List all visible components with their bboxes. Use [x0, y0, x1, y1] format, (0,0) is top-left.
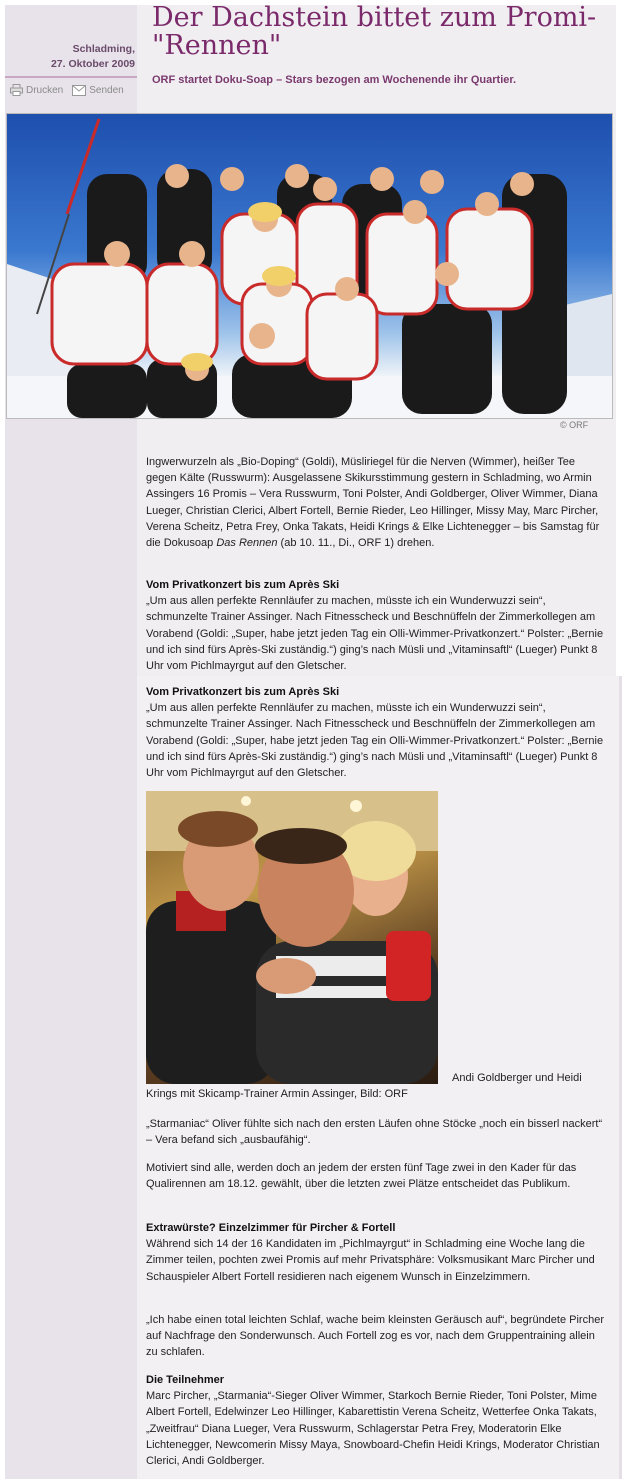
intro-text-after: (ab 10. 11., Di., ORF 1) drehen. — [277, 537, 435, 550]
send-label: Senden — [89, 84, 124, 96]
dateline-date: 27. Oktober 2009 — [50, 58, 135, 70]
article-subtitle: ORF startet Doku-Soap – Stars bezogen am Wochenende ihr Quartier. — [152, 74, 517, 86]
assinger-photo — [146, 791, 438, 1084]
dateline — [5, 42, 135, 72]
section-privatkonzert-1 — [146, 577, 608, 674]
section-text: „Um aus allen perfekte Rennläufer zu machen, müsste ich ein Wunderwuzzi sein“, schmunzelte Trainer Assinger. Nach Fitnesscheck und Beschnüffeln der Zimmerkollegen am Vorabend (Goldi: „Super, habe jetzt jeden Tag ein Olli-Wimmer-Privatkonzert.“ Polster: „Bernie und ich sind fürs Après-Ski zuständig.“) ging’s nach Müsli und „Vitaminsaftl“ (Lueger) Punkt 8 Uhr vom Pichlmayrgut auf den Gletscher. — [146, 702, 604, 780]
article-headline: Der Dachstein bittet zum Promi-"Rennen" — [152, 2, 597, 61]
dateline-place: Schladming, — [72, 43, 135, 55]
section-heading: Die Teilnehmer — [146, 1374, 225, 1386]
section-text: Während sich 14 der 16 Kandidaten im „Pichlmayrgut“ in Schladming eine Woche lang die Zimmer teilen, pochten zwei Promis auf mehr Privatsphäre: Volksmusikant Marc Pircher und Schauspieler Albert Fortell residieren nach eigenem Wunsch in Einzelzimmern. — [146, 1238, 595, 1283]
photo-caption-part2: Krings mit Skicamp-Trainer Armin Assinger, Bild: ORF — [146, 1088, 408, 1100]
intro-paragraph — [146, 454, 608, 551]
show-title: Das Rennen — [216, 537, 278, 550]
dateline-divider — [5, 76, 137, 78]
print-button[interactable] — [10, 84, 63, 96]
section-heading: Vom Privatkonzert bis zum Après Ski — [146, 579, 340, 591]
assinger-photo-illustration — [146, 791, 438, 1084]
section-heading: Vom Privatkonzert bis zum Après Ski — [146, 686, 340, 698]
envelope-icon — [72, 85, 86, 96]
paragraph-starmaniac: „Starmaniac“ Oliver fühlte sich nach den ersten Läufen ohne Stöcke „noch ein bisserl nackert“ – Vera befand sich „ausbaufähig“. — [146, 1118, 603, 1147]
paragraph-schlaf: „Ich habe einen total leichten Schlaf, wache beim kleinsten Geräusch auf“, begründete Pircher auf Nachfrage den Sonderwunsch. Auch Fortell zog es vor, nach dem Gruppentraining allein zu schlafen. — [146, 1314, 604, 1359]
photo-caption-part1: Andi Goldberger und Heidi — [452, 1072, 582, 1084]
group-photo — [6, 113, 613, 419]
section-heading: Extrawürste? Einzelzimmer für Pircher & Fortell — [146, 1222, 396, 1234]
section-text: „Um aus allen perfekte Rennläufer zu machen, müsste ich ein Wunderwuzzi sein“, schmunzelte Trainer Assinger. Nach Fitnesscheck und Beschnüffeln der Zimmerkollegen am Vorabend (Goldi: „Super, habe jetzt jeden Tag ein Olli-Wimmer-Privatkonzert.“ Polster: „Bernie und ich sind fürs Après-Ski zuständig.“) ging’s nach Müsli und „Vitaminsaftl“ (Lueger) Punkt 8 Uhr vom Pichlmayrgut auf den Gletscher. — [146, 595, 604, 673]
group-photo-illustration — [7, 114, 612, 418]
send-button[interactable] — [72, 84, 123, 96]
section-extrawuerste — [146, 1220, 608, 1285]
paragraph-motiviert: Motiviert sind alle, werden doch an jedem der ersten fünf Tage zwei in den Kader für das Qualirennen am 18.12. gewählt, über die letzten zwei Plätze entscheidet das Publikum. — [146, 1162, 577, 1191]
section-teilnehmer — [146, 1372, 608, 1469]
photo-credit: © ORF — [560, 420, 589, 430]
intro-text-before: Ingwerwurzeln als „Bio-Doping“ (Goldi), Müsliriegel für die Nerven (Wimmer), heißer Tee gegen Kälte (Russwurm): Ausgelassene Skikursstimmung gestern in Schladming, wo Armin Assingers 16 Promis – Vera Russwurm, Toni Polster, Andi Goldberger, Oliver Wimmer, Diana Lueger, Christian Clerici, Albert Fortell, Bernie Rieder, Leo Hillinger, Missy May, Marc Pircher, Verena Scheitz, Petra Frey, Onka Takats, Heidi Krings & Elke Lichtenegger – bis Samstag für die Dokusoap — [146, 456, 600, 550]
article-tools — [10, 84, 124, 96]
print-label: Drucken — [26, 84, 64, 96]
section-privatkonzert-2 — [146, 684, 608, 781]
printer-icon — [10, 84, 23, 96]
section-text: Marc Pircher, „Starmania“-Sieger Oliver Wimmer, Starkoch Bernie Rieder, Toni Polster, Mime Albert Fortell, Edelwinzer Leo Hillinger, Kabarettistin Verena Scheitz, Wetterfee Onka Takats, „Zweitfrau“ Diana Lueger, Vera Russwurm, Schlagerstar Petra Frey, Moderatorin Elke Lichtenegger, Newcomerin Missy Maya, Snowboard-Chefin Heidi Krings, Moderator Christian Clerici, Andi Goldberger. — [146, 1390, 600, 1468]
